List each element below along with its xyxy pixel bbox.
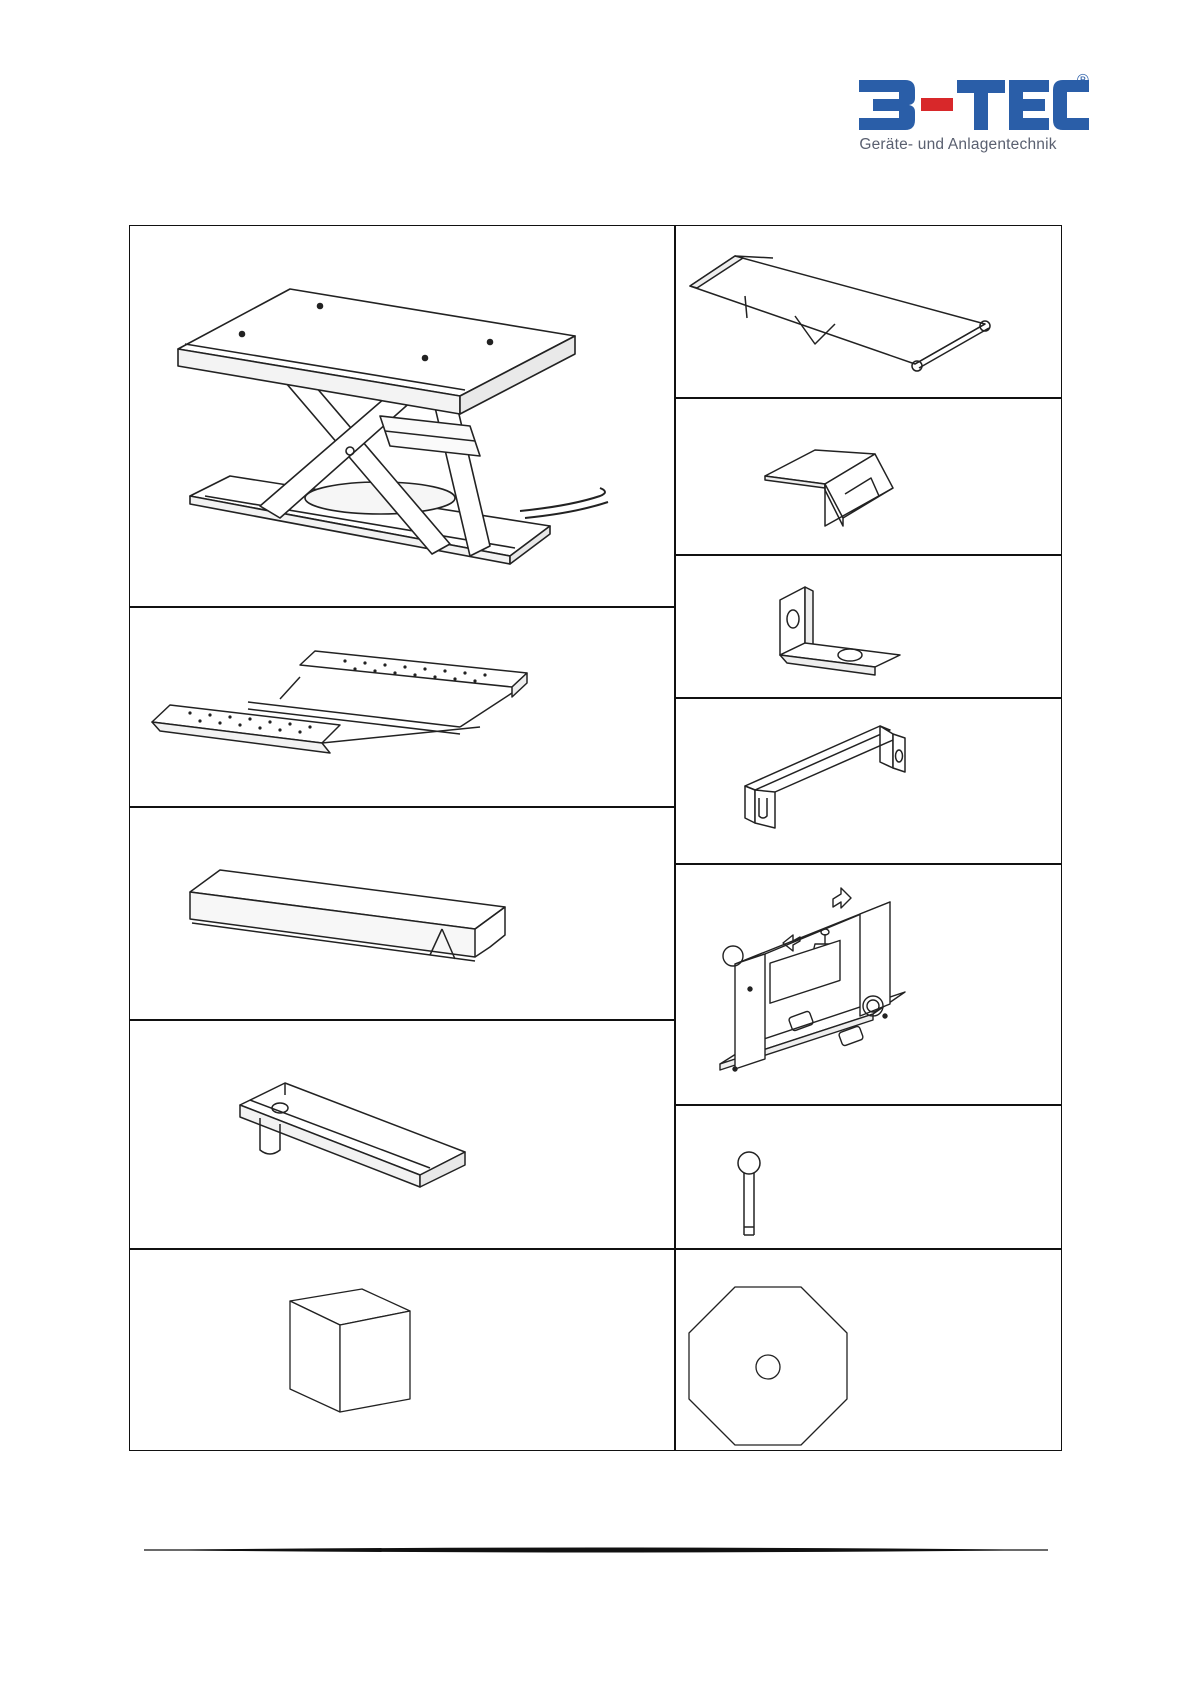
b-tec-logo-mark [853, 74, 1093, 136]
registered-mark: ® [1077, 72, 1089, 89]
figure-scissor-lift-table [130, 226, 674, 606]
logo-tagline: Geräte- und Anlagentechnik [859, 136, 1057, 153]
hydraulic-control-icon [675, 864, 1061, 1104]
drive-on-ramp-icon [675, 226, 1061, 397]
scissor-lift-icon [130, 226, 674, 606]
footer-rule [144, 1546, 1048, 1554]
figure-bent-plate [675, 398, 1061, 554]
figure-drive-on-ramp [675, 226, 1061, 397]
figure-ramp-frame [130, 607, 674, 806]
cover-rail-icon [130, 807, 674, 1019]
figure-octagon-plate [675, 1249, 1061, 1450]
figure-cover-rail [130, 807, 674, 1019]
company-logo [853, 74, 1093, 174]
cube-icon [130, 1249, 674, 1450]
octagon-plate-icon [675, 1249, 1061, 1450]
bent-plate-icon [675, 398, 1061, 554]
angle-bracket-icon [675, 555, 1061, 697]
u-bracket-icon [675, 698, 1061, 863]
figure-angle-bracket [675, 555, 1061, 697]
ball-pin-icon [675, 1105, 1061, 1248]
figure-hydraulic-control-unit [675, 864, 1061, 1104]
parts-overview-grid [129, 225, 1062, 1451]
figure-cube-block [130, 1249, 674, 1450]
figure-trough-rail [130, 1020, 674, 1248]
figure-ball-handle-pin [675, 1105, 1061, 1248]
figure-u-bracket [675, 698, 1061, 863]
ramp-frame-icon [130, 607, 674, 806]
trough-rail-icon [130, 1020, 674, 1248]
